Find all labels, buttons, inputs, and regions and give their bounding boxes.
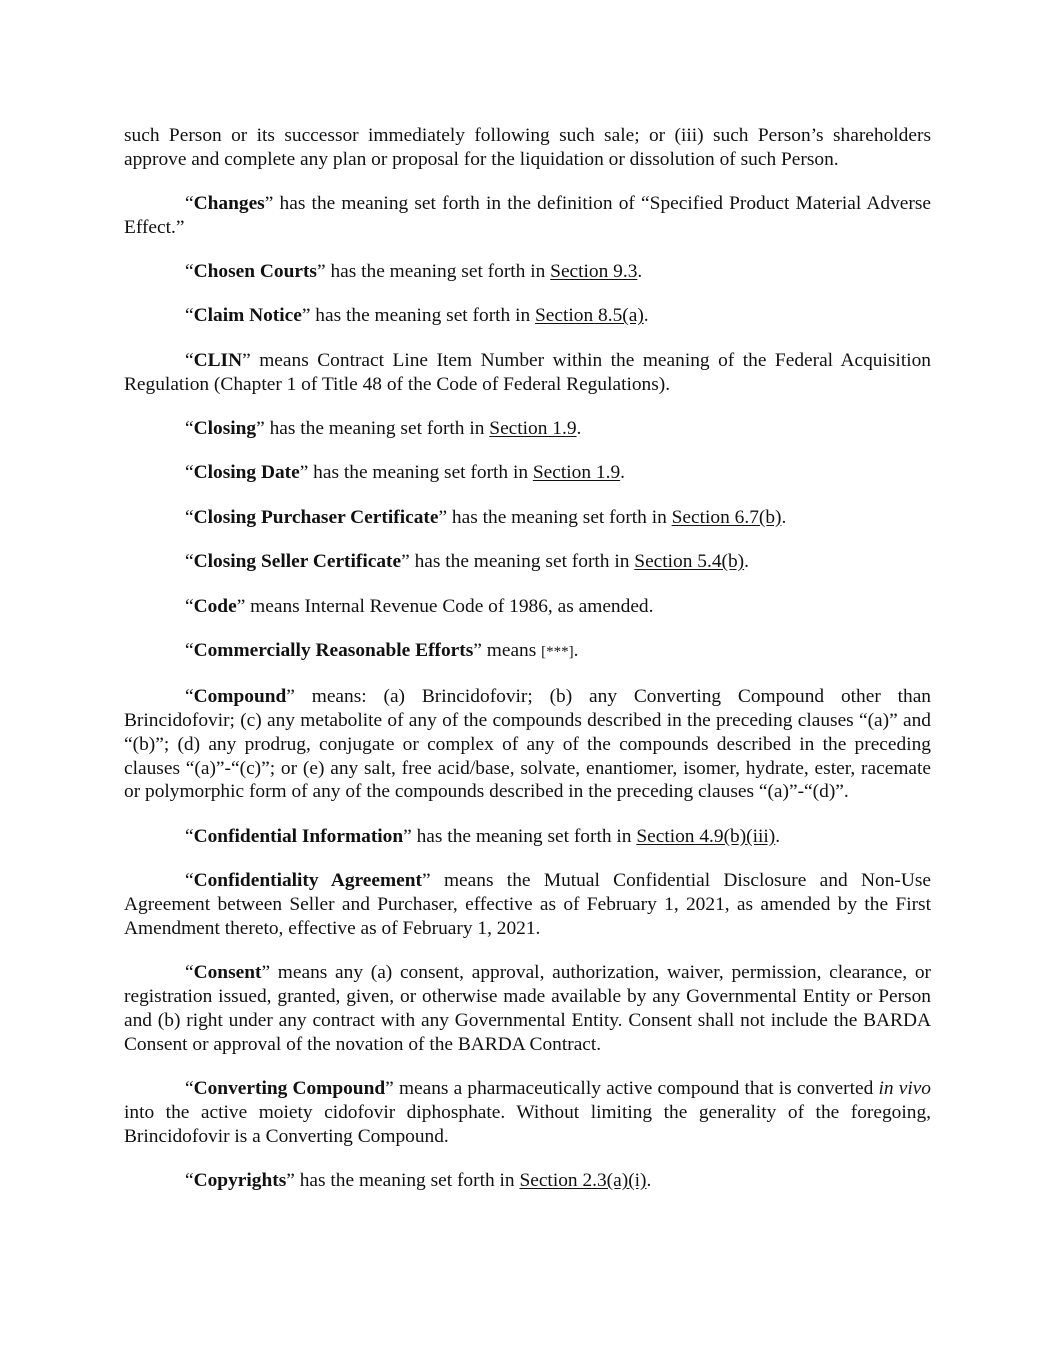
definition-copyrights: “Copyrights” has the meaning set forth in Section 2.3(a)(i).	[185, 1170, 652, 1191]
document-page	[124, 124, 931, 1213]
defined-term: Changes	[193, 192, 265, 214]
section-reference-link[interactable]: Section 6.7(b)	[671, 506, 782, 528]
defined-term: Converting Compound	[193, 1078, 386, 1100]
definition-converting-compound: “Converting Compound” means a pharmaceutically active compound that is converted in vivo into the active moiety cidofovir diphosphate. Without limiting the generality of the foregoing, Brincidofovir is a Converting Compound.	[124, 1078, 932, 1147]
defined-term: Consent	[193, 962, 262, 984]
definition-closing-date: “Closing Date” has the meaning set forth in Section 1.9.	[185, 462, 625, 484]
definition-confidential-information: “Confidential Information” has the meaning set forth in Section 4.9(b)(iii).	[185, 825, 781, 847]
defined-term: CLIN	[193, 349, 243, 371]
definition-consent: “Consent” means any (a) consent, approval, authorization, waiver, permission, clearance, or registration issued, granted, given, or otherwise made available by any Governmental Entity or Person and (b) right under any contract with any Governmental Entity. Consent shall not include the BARDA Consent or approval of the novation of the BARDA Contract.	[124, 962, 931, 1055]
definition-closing-seller-certificate: “Closing Seller Certificate” has the meaning set forth in Section 5.4(b).	[185, 551, 749, 573]
definition-closing: “Closing” has the meaning set forth in Section 1.9.	[185, 417, 582, 439]
section-reference-link[interactable]: Section 2.3(a)(i)	[519, 1170, 647, 1191]
defined-term: Closing Purchaser Certificate	[193, 506, 439, 528]
defined-term: Confidentiality Agreement	[193, 870, 423, 892]
section-reference-link[interactable]: Section 8.5(a)	[535, 305, 644, 327]
definition-commercially-reasonable-efforts: “Commercially Reasonable Efforts” means [***].	[185, 639, 579, 661]
definition-clin: “CLIN” means Contract Line Item Number within the meaning of the Federal Acquisition Regulation (Chapter 1 of Title 48 of the Code of Federal Regulations).	[124, 349, 931, 395]
definition-claim-notice: “Claim Notice” has the meaning set forth in Section 8.5(a).	[185, 305, 649, 327]
definition-confidentiality-agreement: “Confidentiality Agreement” means the Mutual Confidential Disclosure and Non-Use Agreement between Seller and Purchaser, effective as of February 1, 2021, as amended by the First Amendment thereto, effective as of February 1, 2021.	[124, 870, 932, 939]
section-reference-link[interactable]: Section 9.3	[550, 260, 638, 282]
definition-compound: “Compound” means: (a) Brincidofovir; (b) any Converting Compound other than Brincidofovir; (c) any metabolite of any of the compounds described in the preceding clauses “(a)” and “(b)”; (d) any prodrug, conjugate or complex of any of the compounds described in the preceding clauses “(a)”-“(c)”; or (e) any salt, free acid/base, solvate, enantiomer, isomer, hydrate, ester, racemate or polymorphic form of any of the compounds described in the preceding clauses “(a)”-“(d)”.	[124, 686, 931, 803]
section-reference-link[interactable]: Section 4.9(b)(iii)	[636, 825, 776, 847]
section-reference-link[interactable]: Section 1.9	[489, 417, 577, 439]
defined-term: Commercially Reasonable Efforts	[193, 639, 474, 661]
defined-term: Copyrights	[193, 1170, 287, 1191]
italic-phrase: in vivo	[878, 1078, 932, 1100]
defined-term: Chosen Courts	[193, 260, 317, 282]
continuation-paragraph: such Person or its successor immediately following such sale; or (iii) such Person’s shareholders approve and complete any plan or proposal for the liquidation or dissolution of such Person.	[124, 125, 931, 170]
redaction-marker: [***]	[541, 643, 574, 660]
defined-term: Confidential Information	[193, 825, 404, 847]
defined-term: Closing	[193, 417, 257, 439]
defined-term: Code	[193, 595, 237, 617]
defined-term: Closing Seller Certificate	[193, 551, 402, 573]
section-reference-link[interactable]: Section 5.4(b)	[634, 551, 745, 573]
definition-changes: “Changes” has the meaning set forth in the definition of “Specified Product Material Adverse Effect.”	[124, 192, 931, 238]
defined-term: Claim Notice	[193, 305, 302, 327]
definition-code: “Code” means Internal Revenue Code of 1986, as amended.	[185, 595, 654, 617]
definition-closing-purchaser-certificate: “Closing Purchaser Certificate” has the meaning set forth in Section 6.7(b).	[185, 506, 787, 528]
section-reference-link[interactable]: Section 1.9	[532, 462, 621, 484]
definition-chosen-courts: “Chosen Courts” has the meaning set forth in Section 9.3.	[185, 260, 643, 282]
defined-term: Closing Date	[193, 462, 300, 484]
defined-term: Compound	[193, 686, 287, 708]
